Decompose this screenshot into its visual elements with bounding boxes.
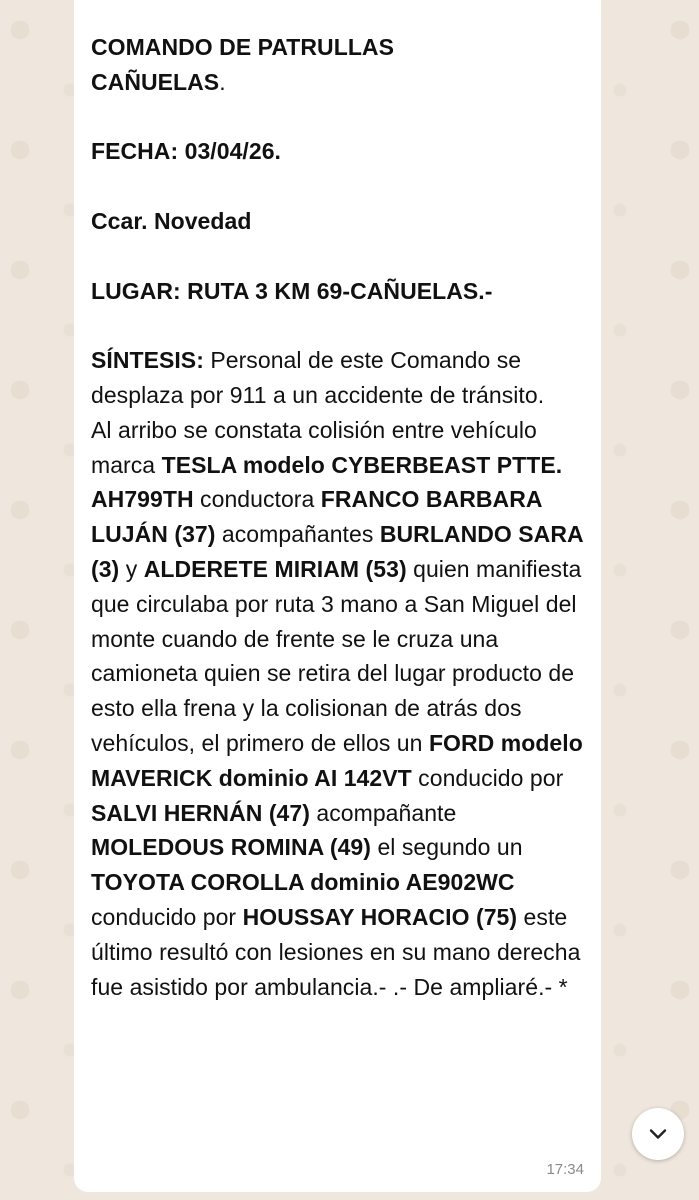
synopsis-text: Personal de este Comando se desplaza por 911 a un accidente de tránsito. (91, 347, 545, 408)
synopsis-text: este último resultó con lesiones en su mano derecha fue asistido por ambulancia.- .- De ampliaré.- * (91, 903, 581, 1000)
header-line-2-suffix: . (219, 68, 226, 95)
synopsis-text: el segundo un (371, 834, 523, 861)
synopsis-text: y (119, 555, 144, 582)
message-bubble[interactable] (74, 0, 601, 1192)
synopsis-text: conductora (193, 486, 321, 513)
synopsis-text: conducido por (411, 764, 564, 791)
synopsis-text: acompañantes (215, 521, 380, 548)
person-name: FRANCO BARBARA LUJÁN (37) (91, 486, 542, 548)
chevron-down-icon (646, 1122, 670, 1146)
synopsis-label: SÍNTESIS: (91, 347, 204, 374)
location-line: LUGAR: RUTA 3 KM 69-CAÑUELAS.- (91, 277, 493, 304)
synopsis-text: conducido por (91, 903, 243, 930)
synopsis-text: acompañante (309, 799, 457, 826)
message-timestamp: 17:34 (546, 1161, 584, 1178)
synopsis-text: Al arribo se constata colisión entre vehículo marca (91, 416, 537, 478)
message-header (91, 30, 583, 100)
header-line-1: COMANDO DE PATRULLAS (91, 34, 394, 60)
header-line-2: CAÑUELAS (91, 68, 220, 95)
synopsis-body (91, 413, 583, 1005)
person-name: BURLANDO SARA (3) (91, 521, 583, 582)
person-name: SALVI HERNÁN (47) (91, 799, 310, 826)
person-name: MOLEDOUS ROMINA (49) (91, 834, 371, 861)
synopsis-text: quien manifiesta que circulaba por ruta 3 mano a San Miguel del monte cuando de frente se le cruza una camioneta quien se retira del lugar producto de esto ella frena y la colisionan de atrás dos vehículos, el primero de ellos un (91, 555, 582, 756)
vehicle-1: TESLA modelo CYBERBEAST PTTE. AH799TH (91, 451, 563, 513)
synopsis-intro (91, 343, 583, 413)
vehicle-2: FORD modelo MAVERICK dominio AI 142VT (91, 729, 583, 791)
date-line: FECHA: 03/04/26. (91, 138, 281, 165)
message-text (91, 30, 583, 1004)
person-name: ALDERETE MIRIAM (53) (143, 555, 407, 582)
ccar-line: Ccar. Novedad (91, 207, 252, 234)
scroll-to-bottom-button[interactable] (632, 1108, 684, 1160)
vehicle-3: TOYOTA COROLLA dominio AE902WC (91, 869, 515, 896)
person-name: HOUSSAY HORACIO (75) (242, 903, 518, 930)
